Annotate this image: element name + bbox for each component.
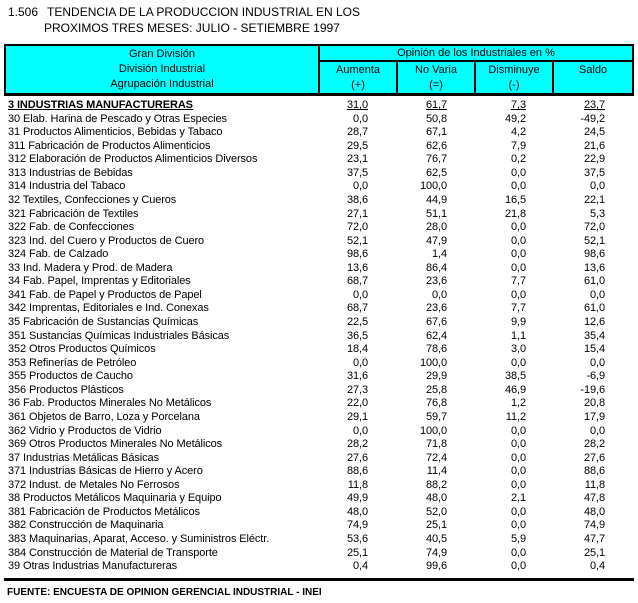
table-row (4, 153, 634, 167)
table-row (4, 221, 634, 235)
row-label: 35 Fabricación de Sustancias Químicas (8, 316, 199, 328)
row-value: 13,6 (583, 261, 605, 274)
row-value: 28,2 (583, 438, 605, 451)
row-label: 3 INDUSTRIAS MANUFACTURERAS (8, 99, 193, 111)
column-symbol: (=) (429, 79, 443, 91)
title-text-line2: PROXIMOS TRES MESES: JULIO - SETIEMBRE 1997 (44, 21, 340, 35)
row-label: 311 Fabricación de Productos Alimenticios (8, 139, 211, 152)
row-label: 355 Productos de Caucho (8, 370, 133, 383)
table-row (4, 452, 634, 466)
row-value: 21,8 (504, 207, 526, 220)
row-label: 31 Productos Alimenticios, Bebidas y Tabaco (8, 126, 223, 139)
row-value: 18,4 (346, 343, 368, 356)
row-value: 88,6 (583, 465, 605, 478)
row-value: 7,9 (511, 139, 526, 152)
column-header-no-varia (398, 62, 476, 93)
column-label: Aumenta (335, 64, 381, 76)
table-row (4, 560, 634, 574)
row-value: 74,9 (346, 519, 368, 532)
page-title (8, 5, 360, 19)
column-header-saldo (554, 62, 632, 93)
row-value: 72,4 (425, 451, 447, 464)
row-value: 7,7 (511, 275, 526, 288)
row-value: 0,0 (511, 424, 526, 437)
row-value: 88,6 (346, 465, 368, 478)
table-row (4, 289, 634, 303)
row-label: 382 Construcción de Maquinaria (8, 519, 164, 532)
header-left-line-3: Agrupación Industrial (110, 78, 214, 90)
table-number: 1.506 (8, 5, 39, 19)
row-value: 0,0 (353, 424, 368, 437)
row-label: 371 Industrias Básicas de Hierro y Acero (8, 465, 203, 478)
table-row (4, 533, 634, 547)
row-label: 381 Fabricación de Productos Metálicos (8, 505, 200, 518)
row-value: 52,1 (346, 234, 368, 247)
table-row (4, 425, 634, 439)
row-value: 9,9 (511, 316, 526, 328)
row-value: 22,5 (346, 316, 368, 328)
row-label: 32 Textiles, Confecciones y Cueros (8, 193, 177, 206)
row-value: 49,2 (504, 112, 526, 125)
row-value: 22,1 (583, 193, 605, 206)
row-label: 313 Industrias de Bebidas (8, 166, 133, 179)
row-value: 0,0 (511, 288, 526, 301)
row-value: 27,6 (583, 451, 605, 464)
table-row (4, 547, 634, 561)
row-value: 52,0 (425, 505, 447, 518)
row-value: 0,0 (511, 465, 526, 478)
row-value: 0,0 (511, 478, 526, 491)
row-value: 1,4 (432, 248, 447, 261)
column-label: Saldo (578, 64, 608, 76)
row-value: 0,0 (511, 261, 526, 274)
row-label: 341 Fab. de Papel y Productos de Papel (8, 288, 202, 301)
row-value: 0,0 (353, 288, 368, 301)
row-value: 78,6 (425, 343, 447, 356)
row-value: 28,0 (425, 221, 447, 234)
row-value: 72,0 (583, 221, 605, 234)
table-header (4, 44, 634, 96)
row-value: 49,9 (346, 492, 368, 505)
row-value: 61,7 (425, 99, 447, 111)
row-value: 28,2 (346, 438, 368, 451)
row-value: 11,2 (505, 410, 526, 423)
row-value: 11,8 (347, 478, 368, 491)
row-label: 323 Ind. del Cuero y Productos de Cuero (8, 234, 205, 247)
row-value: 27,6 (346, 451, 368, 464)
row-value: 17,9 (583, 410, 605, 423)
row-value: 67,6 (425, 316, 447, 328)
row-value: 72,0 (346, 221, 368, 234)
table-row (4, 235, 634, 249)
row-value: 29,1 (346, 410, 368, 423)
row-value: 29,9 (425, 370, 447, 383)
table-row (4, 397, 634, 411)
row-value: 0,0 (590, 180, 605, 193)
row-value: 12,6 (583, 316, 605, 328)
row-label: 39 Otras Industrias Manufactureras (8, 560, 178, 573)
row-value: 31,0 (346, 99, 368, 111)
row-value: 48,0 (346, 505, 368, 518)
row-value: 0,0 (353, 112, 368, 125)
table-row (4, 275, 634, 289)
row-value: 68,7 (346, 302, 368, 315)
row-label: 30 Elab. Harina de Pescado y Otras Especies (8, 112, 227, 125)
row-value: 61,0 (583, 275, 605, 288)
column-symbol: (+) (351, 79, 365, 91)
table-row (4, 411, 634, 425)
table-row (4, 438, 634, 452)
row-label: 322 Fab. de Confecciones (8, 221, 135, 234)
row-value: 100,0 (419, 356, 447, 369)
row-label: 356 Productos Plásticos (8, 383, 124, 396)
row-value: 99,6 (425, 560, 447, 573)
row-value: 38,5 (504, 370, 526, 383)
row-value: 100,0 (419, 180, 447, 193)
row-value: 88,2 (425, 478, 447, 491)
row-value: 0,0 (511, 248, 526, 261)
row-value: 0,0 (590, 356, 605, 369)
row-value: 0,0 (511, 546, 526, 559)
row-value: 50,8 (425, 112, 447, 125)
row-label: 321 Fabricación de Textiles (8, 207, 139, 220)
row-value: 27,3 (346, 383, 368, 396)
row-value: 86,4 (425, 261, 447, 274)
column-symbol: (-) (508, 79, 520, 91)
row-value: 40,5 (425, 533, 447, 545)
row-value: 36,5 (346, 329, 368, 342)
row-value: 29,5 (346, 139, 368, 152)
row-value: 0,0 (511, 356, 526, 369)
row-value: 5,3 (590, 207, 605, 220)
table-row (4, 180, 634, 194)
row-value: 28,7 (346, 126, 368, 139)
row-label: 362 Vidrio y Productos de Vidrio (8, 424, 162, 437)
row-value: 0,0 (590, 288, 605, 301)
row-label: 361 Objetos de Barro, Loza y Porcelana (8, 410, 200, 423)
row-value: 11,4 (426, 465, 447, 478)
row-value: 62,5 (425, 166, 447, 179)
row-value: 76,7 (425, 153, 447, 166)
table-row (4, 465, 634, 479)
row-value: 0,0 (511, 451, 526, 464)
row-value: 62,6 (425, 139, 447, 152)
row-value: -6,9 (586, 370, 605, 383)
row-value: 27,1 (346, 207, 368, 220)
row-label: 353 Refinerías de Petróleo (8, 356, 137, 369)
table-row (4, 492, 634, 506)
row-label: 324 Fab. de Calzado (8, 248, 109, 261)
row-value: 20,8 (583, 397, 605, 410)
row-label: 314 Industria del Tabaco (8, 180, 126, 193)
row-value: 0,0 (511, 438, 526, 451)
row-label: 36 Fab. Productos Minerales No Metálicos (8, 397, 212, 410)
row-label: 369 Otros Productos Minerales No Metálicos (8, 438, 223, 451)
header-left-line-2: División Industrial (118, 63, 206, 75)
table-row (4, 140, 634, 154)
table-row (4, 126, 634, 140)
row-value: 23,7 (583, 99, 605, 111)
row-value: 98,6 (583, 248, 605, 261)
table-row (4, 519, 634, 533)
row-value: 0,0 (432, 288, 447, 301)
table-row (4, 194, 634, 208)
table-row (4, 316, 634, 330)
table-row (4, 343, 634, 357)
table-row (4, 506, 634, 520)
row-value: 4,2 (511, 126, 526, 139)
table-row (4, 357, 634, 371)
row-value: -49,2 (580, 112, 605, 125)
row-value: 59,7 (425, 410, 447, 423)
row-value: 25,1 (425, 519, 447, 532)
title-text-line1: TENDENCIA DE LA PRODUCCION INDUSTRIAL EN LOS (47, 5, 360, 19)
row-value: 22,0 (346, 397, 368, 410)
row-value: 48,0 (583, 505, 605, 518)
row-value: 0,4 (590, 560, 605, 573)
row-value: 74,9 (425, 546, 447, 559)
row-value: 0,0 (353, 180, 368, 193)
row-value: 24,5 (583, 126, 605, 139)
row-value: 23,6 (425, 275, 447, 288)
column-header-aumenta (320, 62, 398, 93)
row-label: 312 Elaboración de Productos Alimenticios Diversos (8, 153, 258, 166)
row-value: 1,1 (511, 329, 526, 342)
table-body (4, 99, 634, 574)
row-value: 53,6 (346, 533, 368, 545)
row-value: 68,7 (346, 275, 368, 288)
row-label: 34 Fab. Papel, Imprentas y Editoriales (8, 275, 191, 288)
row-value: 61,0 (583, 302, 605, 315)
header-left-line-1: Gran División (128, 48, 196, 60)
row-value: 21,6 (583, 139, 605, 152)
row-value: 0,0 (511, 234, 526, 247)
table-row (4, 208, 634, 222)
row-value: 25,8 (425, 383, 447, 396)
row-value: -19,6 (580, 383, 605, 396)
row-value: 76,8 (425, 397, 447, 410)
source-note: FUENTE: ENCUESTA DE OPINION GERENCIAL INDUSTRIAL - INEI (7, 587, 322, 598)
row-value: 0,4 (353, 560, 368, 573)
row-label: 342 Imprentas, Editoriales e Ind. Conexas (8, 302, 209, 315)
row-label: 351 Sustancias Químicas Industriales Básicas (8, 329, 230, 342)
row-value: 0,0 (511, 560, 526, 573)
row-value: 2,1 (511, 492, 526, 505)
row-value: 22,9 (583, 153, 605, 166)
row-label: 37 Industrias Metálicas Básicas (8, 451, 159, 464)
row-value: 25,1 (346, 546, 368, 559)
table-row (4, 167, 634, 181)
row-value: 67,1 (425, 126, 447, 139)
table-row (4, 248, 634, 262)
row-value: 16,5 (504, 193, 526, 206)
row-value: 11,8 (584, 478, 605, 491)
header-group-title: Opinión de los Industriales en % (320, 46, 632, 62)
row-value: 98,6 (346, 248, 368, 261)
table-row (4, 370, 634, 384)
table-row (4, 330, 634, 344)
row-value: 15,4 (583, 343, 605, 356)
header-right-cell (320, 46, 632, 93)
row-value: 46,9 (504, 383, 526, 396)
row-value: 0,0 (511, 166, 526, 179)
row-value: 5,9 (511, 533, 526, 545)
row-value: 0,0 (353, 356, 368, 369)
row-value: 47,8 (583, 492, 605, 505)
row-value: 3,0 (511, 343, 526, 356)
row-value: 35,4 (583, 329, 605, 342)
row-value: 48,0 (425, 492, 447, 505)
row-value: 52,1 (583, 234, 605, 247)
row-value: 44,9 (425, 193, 447, 206)
row-value: 100,0 (419, 424, 447, 437)
row-value: 0,2 (511, 153, 526, 166)
table-row (4, 384, 634, 398)
row-value: 74,9 (583, 519, 605, 532)
row-label: 33 Ind. Madera y Prod. de Madera (8, 261, 173, 274)
row-value: 51,1 (425, 207, 447, 220)
row-label: 372 Indust. de Metales No Ferrosos (8, 478, 180, 491)
row-value: 13,6 (346, 261, 368, 274)
row-value: 0,0 (511, 505, 526, 518)
table-row (4, 302, 634, 316)
row-label: 383 Maquinarias, Aparat, Acceso. y Suministros Eléctr. (8, 533, 270, 545)
row-label: 38 Productos Metálicos Maquinaria y Equipo (8, 492, 222, 505)
row-value: 0,0 (511, 221, 526, 234)
row-value: 47,9 (425, 234, 447, 247)
row-value: 7,3 (511, 99, 526, 111)
column-label: Disminuye (488, 64, 540, 76)
table-row (4, 262, 634, 276)
row-label: 384 Construcción de Material de Transporte (8, 546, 218, 559)
table-bottom-rule (4, 578, 634, 581)
row-value: 0,0 (511, 519, 526, 532)
row-value: 71,8 (425, 438, 447, 451)
row-value: 1,2 (511, 397, 526, 410)
row-value: 23,1 (346, 153, 368, 166)
table-row (4, 479, 634, 493)
row-value: 31,6 (346, 370, 368, 383)
row-value: 7,7 (511, 302, 526, 315)
column-label: No Varia (415, 64, 457, 76)
row-label: 352 Otros Productos Químicos (8, 343, 156, 356)
row-value: 62,4 (425, 329, 447, 342)
header-columns (320, 62, 632, 93)
table-row (4, 99, 634, 113)
row-value: 25,1 (583, 546, 605, 559)
row-value: 0,0 (511, 180, 526, 193)
row-value: 38,6 (346, 193, 368, 206)
row-value: 47,7 (583, 533, 605, 545)
table-row (4, 113, 634, 127)
row-value: 0,0 (590, 424, 605, 437)
column-header-disminuye (476, 62, 554, 93)
row-value: 37,5 (346, 166, 368, 179)
row-value: 37,5 (583, 166, 605, 179)
row-value: 23,6 (425, 302, 447, 315)
header-left-cell (6, 46, 320, 93)
